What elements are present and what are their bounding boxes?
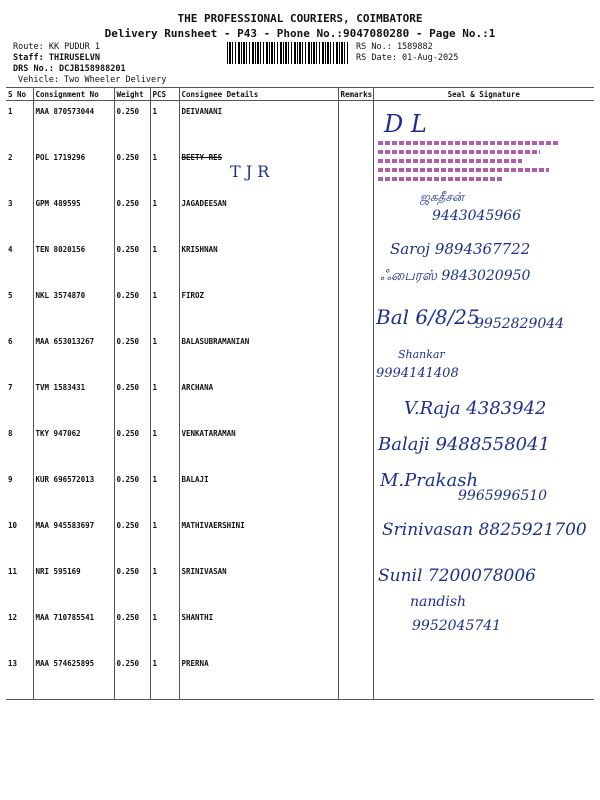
cell-consignment: MAA 945583697 [33, 515, 114, 561]
cell-consignment: MAA 574625895 [33, 653, 114, 700]
signature-row-8: V.Raja 4383942 [404, 398, 547, 419]
cell-consignment: MAA 653013267 [33, 331, 114, 377]
cell-consignee: PRERNA [179, 653, 338, 700]
cell-remarks [338, 331, 373, 377]
route-label: Route: KK PUDUR 1 [13, 42, 100, 52]
cell-weight: 0.250 [114, 377, 150, 423]
rs-date: RS Date: 01-Aug-2025 [356, 53, 459, 63]
cell-pcs: 1 [150, 377, 179, 423]
signature-row-3-name: ஜகதீசன் [420, 190, 464, 204]
cell-remarks [338, 147, 373, 193]
cell-weight: 0.250 [114, 653, 150, 700]
cell-remarks [338, 193, 373, 239]
cell-consignment: MAA 870573044 [33, 101, 114, 148]
cell-consignee: BALASUBRAMANIAN [179, 331, 338, 377]
table-row [6, 607, 594, 653]
cell-pcs: 1 [150, 607, 179, 653]
cell-sno: 1 [6, 101, 33, 148]
cell-pcs: 1 [150, 469, 179, 515]
cell-signature [373, 653, 594, 700]
signature-row-9: Balaji 9488558041 [378, 434, 551, 455]
runsheet-subtitle: Delivery Runsheet - P43 - Phone No.:9047080280 - Page No.:1 [104, 27, 496, 40]
col-remarks: Remarks [338, 88, 373, 101]
signature-row-2: T J R [230, 162, 270, 181]
cell-consignment: TVM 1583431 [33, 377, 114, 423]
vehicle-label: Vehicle: Two Wheeler Delivery [18, 75, 167, 85]
staff-label: Staff: THIRUSELVN [13, 53, 100, 63]
cell-sno: 7 [6, 377, 33, 423]
signature-row-1: D L [384, 110, 427, 138]
cell-consignee: MATHIVAERSHINI [179, 515, 338, 561]
cell-pcs: 1 [150, 193, 179, 239]
cell-consignment: GPM 489595 [33, 193, 114, 239]
cell-consignee: DEIVANANI [179, 101, 338, 148]
cell-consignee: SRINIVASAN [179, 561, 338, 607]
cell-pcs: 1 [150, 561, 179, 607]
cell-sno: 10 [6, 515, 33, 561]
cell-consignment: KUR 696572013 [33, 469, 114, 515]
table-row [6, 331, 594, 377]
table-header-row [6, 88, 594, 101]
cell-remarks [338, 653, 373, 700]
cell-sno: 12 [6, 607, 33, 653]
table-row [6, 653, 594, 700]
cell-pcs: 1 [150, 147, 179, 193]
cell-pcs: 1 [150, 285, 179, 331]
cell-sno: 9 [6, 469, 33, 515]
cell-weight: 0.250 [114, 331, 150, 377]
cell-consignee: KRISHNAN [179, 239, 338, 285]
cell-sno: 11 [6, 561, 33, 607]
cell-sno: 8 [6, 423, 33, 469]
cell-remarks [338, 515, 373, 561]
cell-sno: 2 [6, 147, 33, 193]
col-weight: Weight [114, 88, 150, 101]
signature-row-10-a: M.Prakash [380, 470, 479, 491]
cell-weight: 0.250 [114, 515, 150, 561]
signature-row-12: Sunil 7200078006 [378, 566, 536, 586]
cell-pcs: 1 [150, 515, 179, 561]
rs-number: RS No.: 1589882 [356, 42, 433, 52]
cell-pcs: 1 [150, 331, 179, 377]
cell-consignee: JAGADEESAN [179, 193, 338, 239]
drs-number: DRS No.: DCJB158988201 [13, 64, 126, 74]
signature-row-13-b: 9952045741 [412, 618, 502, 634]
col-pcs: PCS [150, 88, 179, 101]
cell-pcs: 1 [150, 653, 179, 700]
signature-row-10-b: 9965996510 [458, 488, 548, 504]
col-consignee: Consignee Details [179, 88, 338, 101]
cell-weight: 0.250 [114, 469, 150, 515]
col-sno: S No [6, 88, 33, 101]
cell-remarks [338, 377, 373, 423]
cell-weight: 0.250 [114, 101, 150, 148]
signature-row-3-phone: 9443045966 [432, 208, 522, 224]
cell-consignee: VENKATARAMAN [179, 423, 338, 469]
company-title: THE PROFESSIONAL COURIERS, COIMBATORE [177, 12, 423, 25]
cell-consignee: BEETY RES [179, 147, 338, 193]
signature-row-5-b: ஃபைரஸ் 9843020950 [380, 268, 531, 284]
cell-consignee: ARCHANA [179, 377, 338, 423]
cell-remarks [338, 423, 373, 469]
company-stamp [378, 136, 558, 194]
cell-remarks [338, 561, 373, 607]
cell-consignment: NRI 595169 [33, 561, 114, 607]
barcode [227, 42, 349, 64]
cell-remarks [338, 469, 373, 515]
signature-row-5-a: Saroj 9894367722 [390, 240, 531, 258]
cell-sno: 3 [6, 193, 33, 239]
cell-weight: 0.250 [114, 423, 150, 469]
signature-row-7-b: 9994141408 [376, 366, 459, 381]
cell-weight: 0.250 [114, 147, 150, 193]
cell-weight: 0.250 [114, 193, 150, 239]
cell-consignee: BALAJI [179, 469, 338, 515]
cell-pcs: 1 [150, 239, 179, 285]
cell-weight: 0.250 [114, 239, 150, 285]
cell-consignment: POL 1719296 [33, 147, 114, 193]
signature-row-6-b: 9952829044 [475, 316, 565, 332]
signature-row-6-a: Bal 6/8/25 [376, 305, 480, 329]
cell-sno: 4 [6, 239, 33, 285]
cell-remarks [338, 101, 373, 148]
cell-remarks [338, 607, 373, 653]
cell-sno: 6 [6, 331, 33, 377]
cell-weight: 0.250 [114, 285, 150, 331]
cell-pcs: 1 [150, 101, 179, 148]
cell-consignee: SHANTHI [179, 607, 338, 653]
cell-sno: 13 [6, 653, 33, 700]
cell-remarks [338, 239, 373, 285]
cell-pcs: 1 [150, 423, 179, 469]
cell-consignee: FIROZ [179, 285, 338, 331]
col-consignment: Consignment No [33, 88, 114, 101]
signature-row-13-a: nandish [410, 594, 467, 610]
cell-weight: 0.250 [114, 607, 150, 653]
cell-consignment: MAA 710785541 [33, 607, 114, 653]
cell-remarks [338, 285, 373, 331]
cell-consignment: TEN 8020156 [33, 239, 114, 285]
col-signature: Seal & Signature [373, 88, 594, 101]
signature-row-11: Srinivasan 8825921700 [382, 520, 587, 540]
cell-weight: 0.250 [114, 561, 150, 607]
cell-consignment: TKY 947062 [33, 423, 114, 469]
cell-sno: 5 [6, 285, 33, 331]
cell-consignment: NKL 3574870 [33, 285, 114, 331]
signature-row-7-a: Shankar [398, 348, 445, 361]
